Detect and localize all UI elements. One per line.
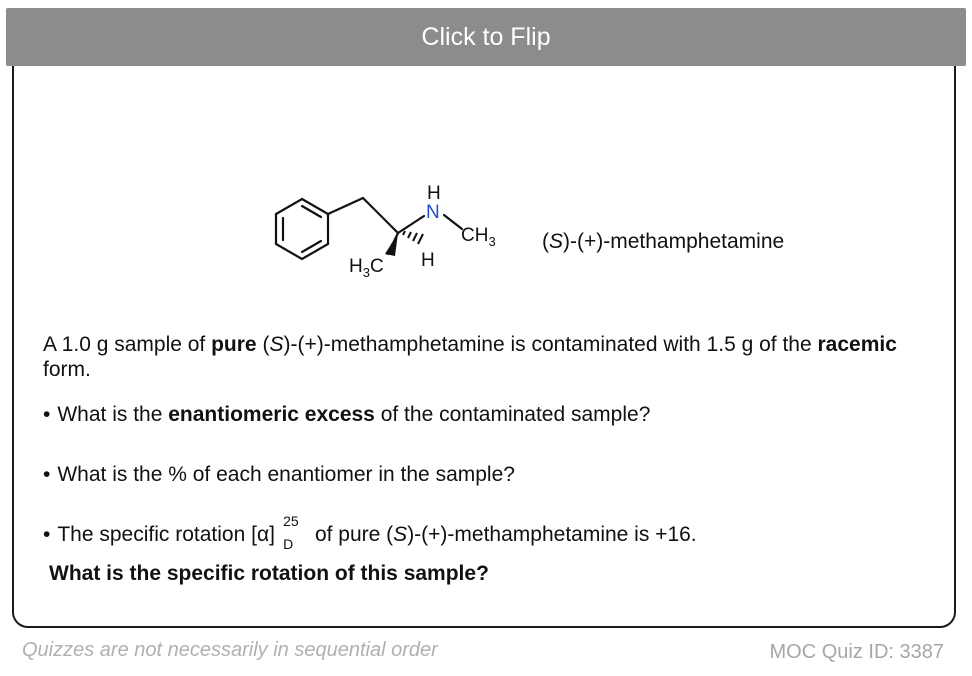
footer-note: Quizzes are not necessarily in sequential order <box>22 639 438 661</box>
wedge-bond <box>385 233 398 256</box>
atom-ch3: CH <box>461 225 489 246</box>
svg-text:H3C <box>349 256 384 280</box>
click-to-flip-button[interactable] <box>6 8 966 66</box>
atom-h3c-c: C <box>369 256 384 277</box>
atom-n: N <box>426 202 440 223</box>
atom-h-wedge: H <box>421 250 435 271</box>
methamphetamine-structure <box>262 174 522 286</box>
molecule-name: (S)-(+)-methamphetamine <box>542 230 785 253</box>
atom-h-top: H <box>427 183 441 204</box>
specific-rotation-symbol: [α] 25 D <box>251 513 299 552</box>
bullet-icon: • <box>43 523 51 546</box>
question-bullet-ee: • What is the enantiomeric excess of the contaminated sample? <box>43 403 651 426</box>
svg-text:CH3 <box>461 225 496 249</box>
atom-ch3-subscript: 3 <box>488 234 496 249</box>
atom-h3c-h: H <box>349 256 363 277</box>
question-rotation-prompt: What is the specific rotation of this sample? <box>49 562 489 585</box>
bullet-icon: • <box>43 403 51 426</box>
quiz-id: MOC Quiz ID: 3387 <box>769 641 944 663</box>
flip-label: Click to Flip <box>421 22 551 51</box>
atom-h3c-subscript: 3 <box>362 265 370 280</box>
question-bullet-rotation: • The specific rotation [α] 25 D of pure (S)-(+)-methamphetamine is +16. <box>43 513 697 552</box>
bullet-icon: • <box>43 463 51 486</box>
question-intro: A 1.0 g sample of pure (S)-(+)-methamphetamine is contaminated with 1.5 g of the racemic form. <box>43 333 897 381</box>
question-bullet-percent: • What is the % of each enantiomer in the sample? <box>43 463 515 486</box>
